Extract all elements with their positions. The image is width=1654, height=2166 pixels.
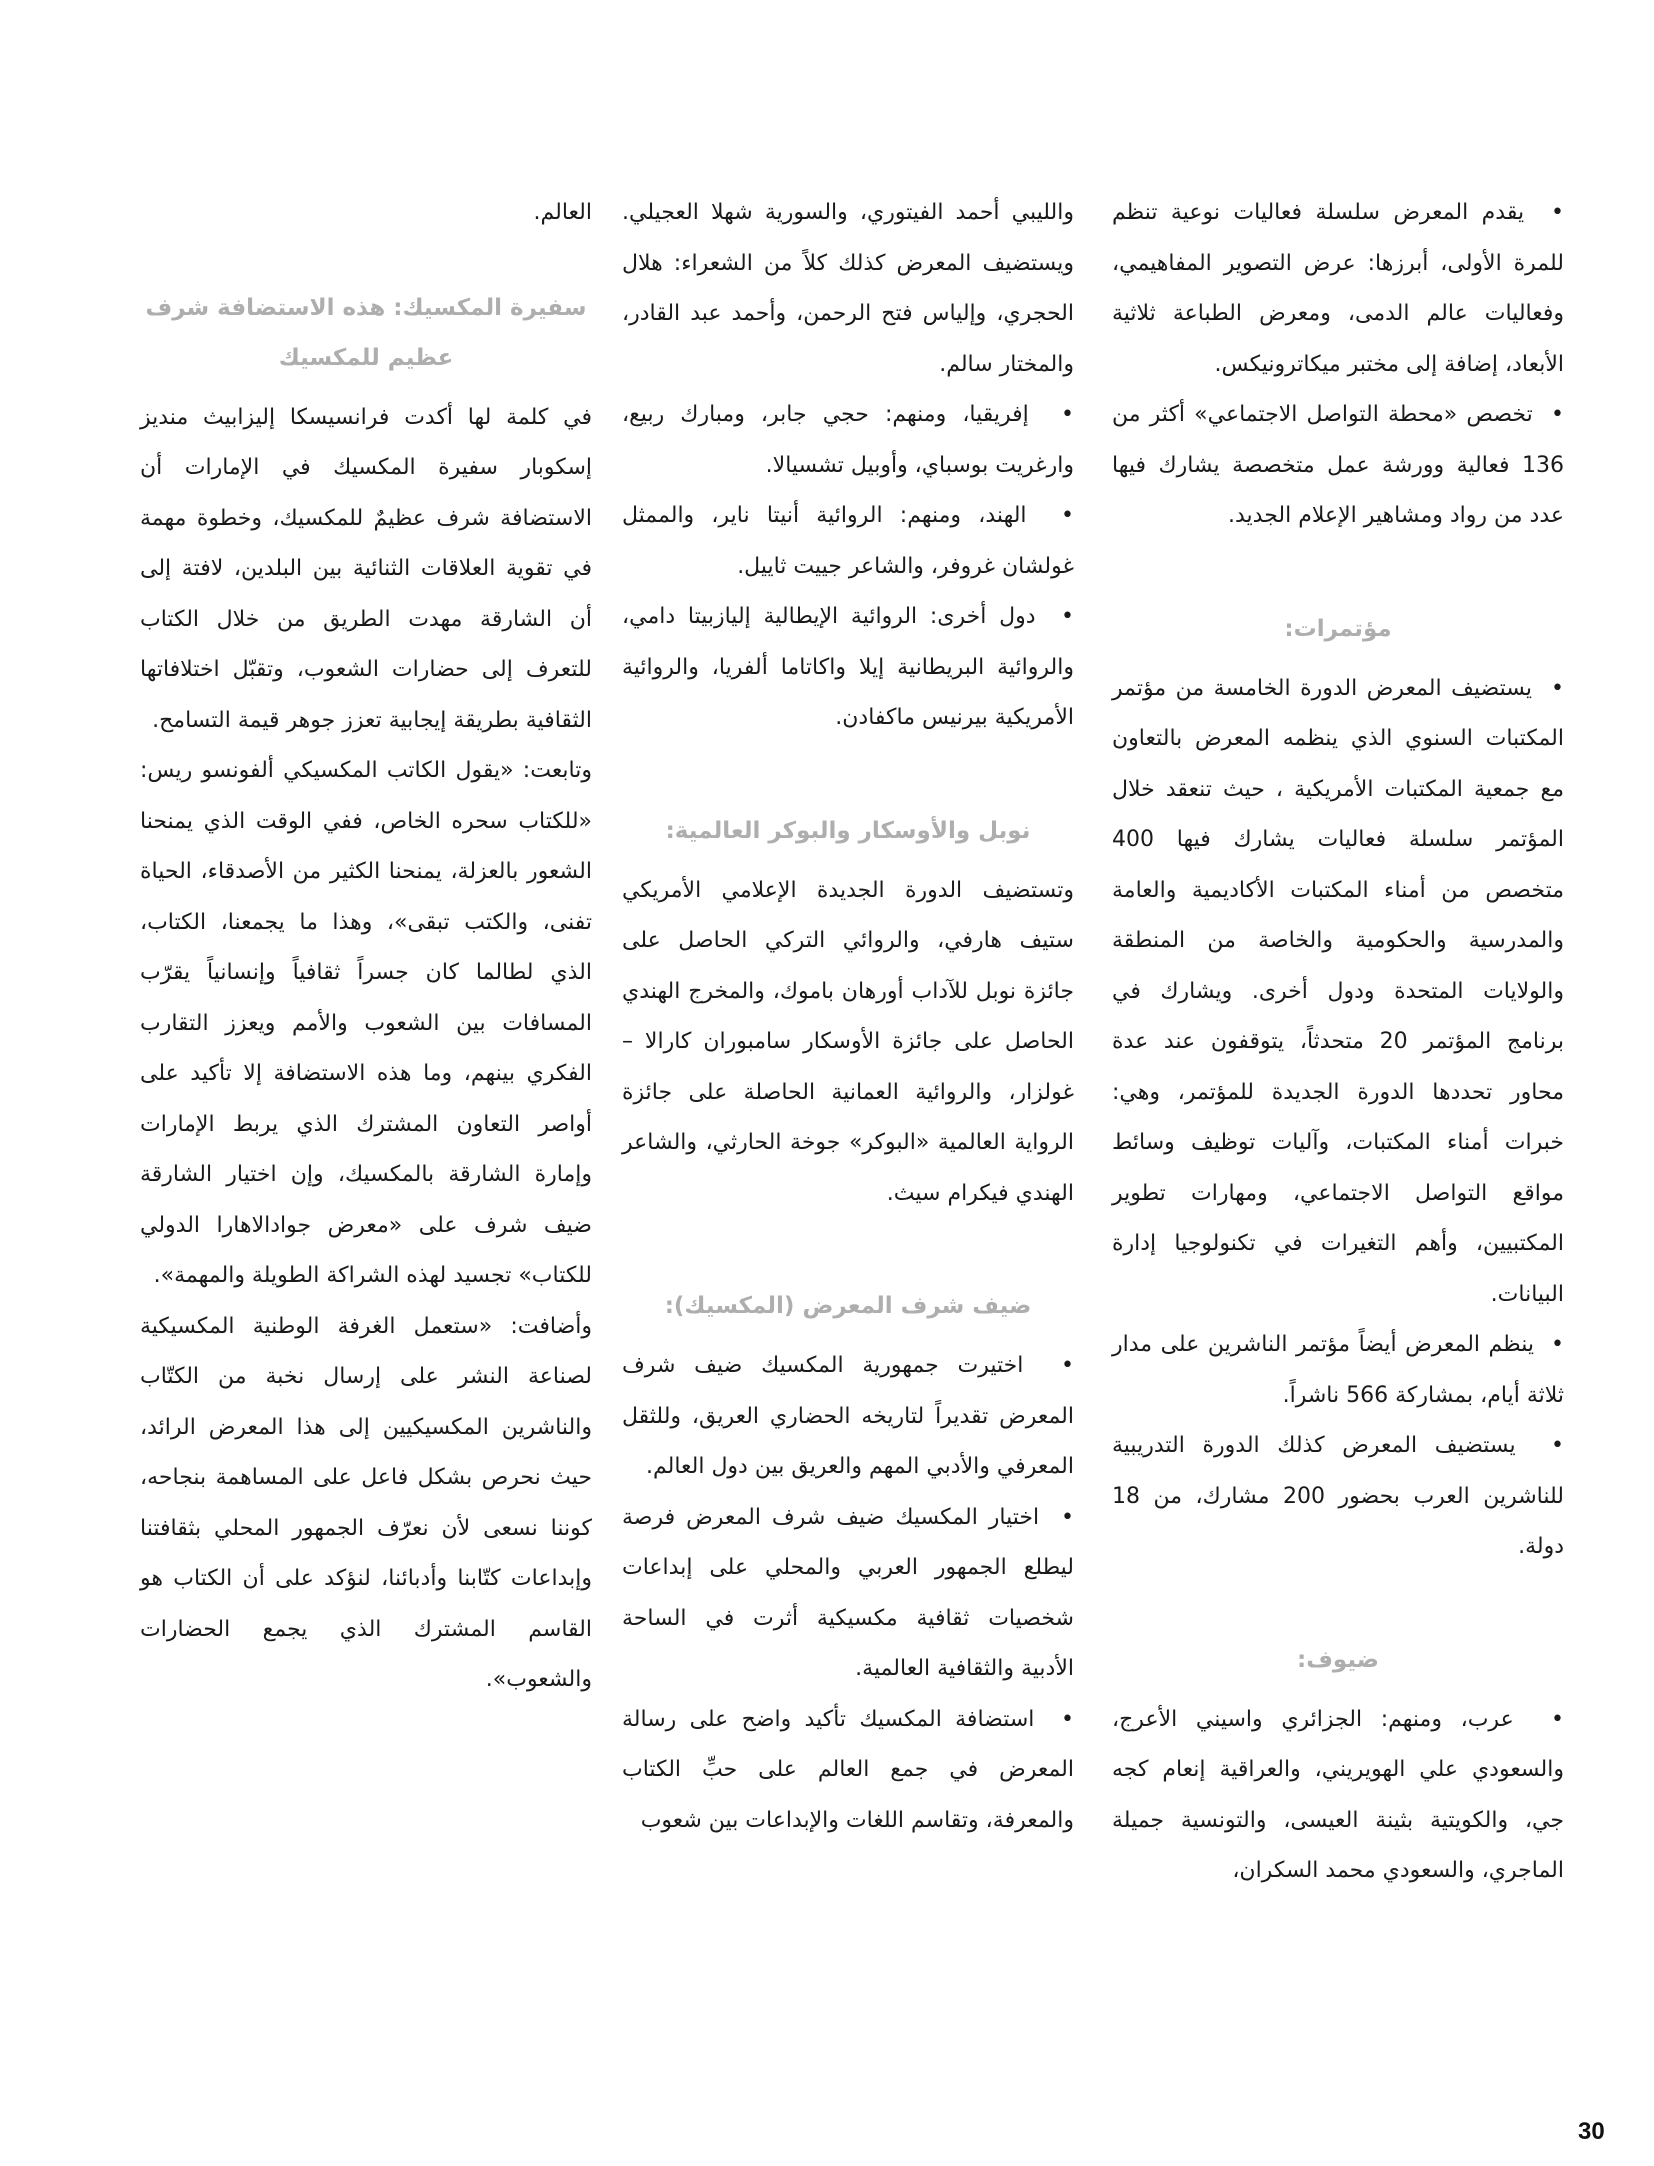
- paragraph: • دول أخرى: الروائية الإيطالية إليازبيتا دامي، والروائية البريطانية إيلا واكاتاما ألفريا، والروائية الأمريكية بيرنيس ماكفادن.: [622, 592, 1074, 744]
- section-heading-guests: ضيوف:: [1297, 1646, 1379, 1673]
- section-heading-guest-of-honor: ضيف شرف المعرض (المكسيك):: [664, 1293, 1032, 1319]
- paragraph: • تخصص «محطة التواصل الاجتماعي» أكثر من 136 فعالية وورشة عمل متخصصة يشارك فيها عدد من رواد ومشاهير الإعلام الجديد.: [1112, 390, 1564, 542]
- paragraph: وتابعت: «يقول الكاتب المكسيكي ألفونسو ريس: «للكتاب سحره الخاص، ففي الوقت الذي يمنحنا الشعور بالعزلة، يمنحنا الكثير من الأصدقاء، الحياة تفنى، والكتب تبقى»، وهذا ما يجمعنا، الكتاب، الذي لطالما كان جسراً ثقافياً وإنسانياً يقرّب المسافات بين الشعوب والأمم ويعزز التقارب الفكري بينهم، وما هذه الاستضافة إلا تأكيد على أواصر التعاون المشترك الذي يربط الإمارات وإمارة الشارقة بالمكسيك، وإن اختيار الشارقة ضيف شرف على «معرض جوادالاهارا الدولي للكتاب» تجسيد لهذه الشراكة الطويلة والمهمة».: [140, 758, 592, 1288]
- paragraph: وأضافت: «ستعمل الغرفة الوطنية المكسيكية لصناعة النشر على إرسال نخبة من الكتّاب والناشرين المكسيكيين إلى هذا المعرض الرائد، حيث نحرص بشكل فاعل على المساهمة بنجاحه، كوننا نسعى لأن نعرّف الجمهور المحلي بثقافتنا وإبداعات كتّابنا وأدبائنا، لنؤكد على أن الكتاب هو القاسم المشترك الذي يجمع الحضارات والشعوب».: [140, 1313, 592, 1692]
- section-heading-ambassador: سفيرة المكسيك: هذه الاستضافة شرف عظيم للمكسيك: [145, 294, 587, 371]
- column-left: [140, 188, 592, 1706]
- paragraph: في كلمة لها أكدت فرانسيسكا إليزابيث منديز إسكوبار سفيرة المكسيك في الإمارات أن الاستضافة شرف عظيمٌ للمكسيك، وخطوة مهمة في تقوية العلاقات الثنائية بين البلدين، لافتة إلى أن الشارقة مهدت الطريق من خلال الكتاب للتعرف إلى حضارات الشعوب، وتقبّل اختلافاتها الثقافية بطريقة إيجابية تعزز جوهر قيمة التسامح.: [140, 404, 592, 733]
- paragraph: والليبي أحمد الفيتوري، والسورية شهلا العجيلي. ويستضيف المعرض كذلك كلاً من الشعراء: هلال الحجري، وإلياس فتح الرحمن، وأحمد عبد القادر، والمختار سالم.: [622, 200, 1074, 377]
- paragraph: • يقدم المعرض سلسلة فعاليات نوعية تنظم للمرة الأولى، أبرزها: عرض التصوير المفاهيمي، وفعاليات عالم الدمى، ومعرض الطباعة ثلاثية الأبعاد، إضافة إلى مختبر ميكاترونيكس.: [1112, 188, 1564, 390]
- paragraph: • يستضيف المعرض كذلك الدورة التدريبية للناشرين العرب بحضور 200 مشارك، من 18 دولة.: [1112, 1421, 1564, 1573]
- paragraph: • ينظم المعرض أيضاً مؤتمر الناشرين على مدار ثلاثة أيام، بمشاركة 566 ناشراً.: [1112, 1320, 1564, 1421]
- paragraph: • اختيرت جمهورية المكسيك ضيف شرف المعرض تقديراً لتاريخه الحضاري العريق، وللثقل المعرفي والأدبي المهم والعريق بين دول العالم.: [622, 1341, 1074, 1493]
- paragraph: • إفريقيا، ومنهم: حجي جابر، ومبارك ربيع، وارغريت بوسباي، وأوبيل تشسيالا.: [622, 390, 1074, 491]
- paragraph: • يستضيف المعرض الدورة الخامسة من مؤتمر المكتبات السنوي الذي ينظمه المعرض بالتعاون مع جمعية المكتبات الأمريكية ، حيث تنعقد خلال المؤتمر سلسلة فعاليات يشارك فيها 400 متخصص من أمناء المكتبات الأكاديمية والعامة والمدرسية والحكومية والخاصة من المنطقة والولايات المتحدة ودول أخرى. ويشارك في برنامج المؤتمر 20 متحدثاً، يتوقفون عند عدة محاور تحددها الدورة الجديدة للمؤتمر، وهي: خبرات أمناء المكتبات، وآليات توظيف وسائط مواقع التواصل الاجتماعي، ومهارات تطوير المكتبيين، وأهم التغيرات في تكنولوجيا إدارة البيانات.: [1112, 664, 1564, 1321]
- paragraph: • الهند، ومنهم: الروائية أنيتا ناير، والممثل غولشان غروفر، والشاعر جييت ثاييل.: [622, 491, 1074, 592]
- paragraph: وتستضيف الدورة الجديدة الإعلامي الأمريكي ستيف هارفي، والروائي التركي الحاصل على جائزة نوبل للآداب أورهان باموك، والمخرج الهندي الحاصل على جائزة الأوسكار سامبوران كارالا – غولزار، والروائية العمانية الحاصلة على جائزة الرواية العالمية «البوكر» جوخة الحارثي، والشاعر الهندي فيكرام سيث.: [622, 877, 1074, 1206]
- column-middle: [622, 188, 1074, 1846]
- paragraph: • استضافة المكسيك تأكيد واضح على رسالة المعرض في جمع العالم على حبِّ الكتاب والمعرفة، وتقاسم اللغات والإبداعات بين شعوب: [622, 1695, 1074, 1847]
- column-right: [1112, 188, 1564, 1897]
- paragraph: • اختيار المكسيك ضيف شرف المعرض فرصة ليطلع الجمهور العربي والمحلي على إبداعات شخصيات ثقافية مكسيكية أثرت في الساحة الأدبية والثقافية العالمية.: [622, 1493, 1074, 1695]
- paragraph: • عرب، ومنهم: الجزائري واسيني الأعرج، والسعودي علي الهويريني، والعراقية إنعام كجه جي، والكويتية بثينة العيسى، والتونسية جميلة الماجري، والسعودي محمد السكران،: [1112, 1695, 1564, 1897]
- paragraph: العالم.: [533, 200, 592, 225]
- section-heading-awards: نوبل والأوسكار والبوكر العالمية:: [665, 817, 1031, 844]
- page-number: 30: [1578, 2118, 1605, 2145]
- section-heading-conferences: مؤتمرات:: [1284, 615, 1392, 642]
